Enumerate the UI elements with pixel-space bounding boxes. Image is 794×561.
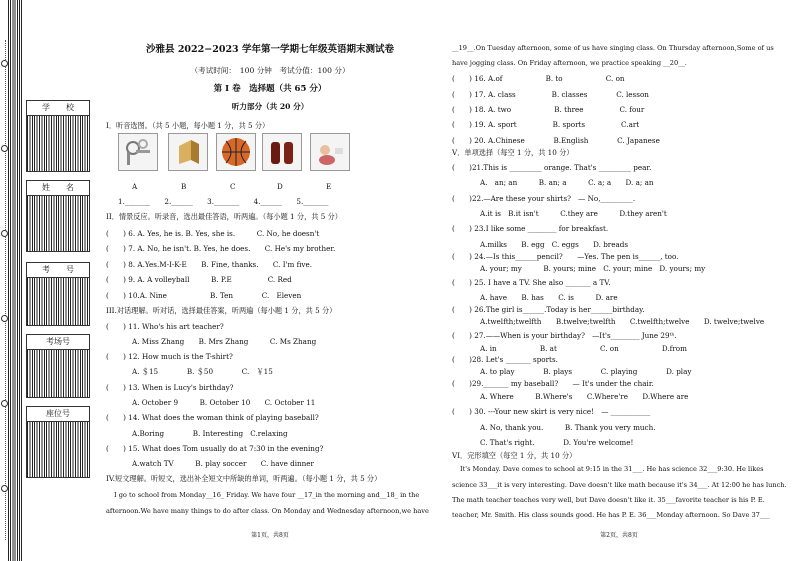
question-26-options: A.twelfth;twelfth B.twelve;twelfth C.twelfth;twelve D. twelve;twelve — [480, 317, 765, 326]
question-23: ( ) 23.I like some ________ for breakfast. — [452, 224, 609, 233]
exam-number-field[interactable] — [26, 262, 90, 326]
cloze-line-4: teacher, Mr. Smith. His class sounds good. He has P. E. 36___Monday afternoon. So Dave 37___ — [452, 511, 770, 519]
keys-picture — [118, 133, 158, 171]
question-27-options: A. in B. at C. on D.from — [480, 344, 687, 353]
question-18: ( ) 18. A. two B. three C. four — [452, 105, 645, 114]
box-picture — [168, 133, 208, 171]
pic-label-d: D — [277, 182, 283, 191]
hole-icon — [1, 145, 8, 152]
punch-holes — [1, 0, 9, 561]
question-11-options: A. Miss Zhang B. Mrs Zhang C. Ms Zhang — [132, 337, 317, 346]
passage-line-1: I go to school from Monday__16_ Friday. We have four __17_in the morning and__18_ in the — [114, 491, 420, 499]
question-29: ( )29._______ my baseball? — It's under the chair. — [452, 379, 654, 388]
section-2-heading: II．情景反应。听录音，选出最佳答语，听两遍。（每小题 1 分，共 5 分） — [106, 212, 342, 221]
part-1-heading: 第 I 卷 选择题（共 65 分） — [213, 84, 327, 94]
section-6-heading: VI．完形填空（每空 1 分，共 10 分） — [452, 451, 577, 460]
school-field[interactable] — [26, 100, 90, 172]
question-12: ( ) 12. How much is the T-shirt? — [106, 352, 233, 361]
hole-icon — [1, 60, 8, 67]
question-21: ( )21.This is _________ orange. That's _________ pear. — [452, 163, 652, 172]
exam-title: 沙雅县 2022−2023 学年第一学期七年级英语期末测试卷 — [146, 44, 394, 55]
baby-icon — [311, 134, 349, 170]
cloze-line-2: science 33___it is very interesting. Dave doesn't like math because it's 34___. At 12:00 he has lunch. — [452, 481, 787, 489]
question-6: ( ) 6. A. Yes, he is. B. Yes, she is. C. No, he doesn't — [106, 229, 320, 238]
page-1 — [104, 0, 436, 561]
room-field[interactable] — [26, 334, 90, 398]
question-7: ( ) 7. A. No, he isn't. B. Yes, he does. C. He's my brother. — [106, 244, 336, 253]
passage-line-3: __19__.On Tuesday afternoon, some of us have singing class. On Thursday afternoon,Some of us — [452, 44, 774, 52]
passage-line-2: afternoon.We have many things to do after class. On Monday and Wednesday afternoon,we have — [106, 507, 429, 515]
question-14-options: A.Boring B. Interesting C.relaxing — [132, 429, 288, 438]
question-30: ( ) 30. ---Your new skirt is very nice! — ___________ — [452, 407, 651, 416]
question-30-options-cd: C. That's right. D. You're welcome! — [480, 438, 634, 447]
question-22: ( )22.—Are these your shirts? — No,_________. — [452, 194, 636, 203]
question-10: ( ) 10.A. Nine B. Ten C. Eleven — [106, 291, 302, 300]
passage-line-4: have jogging class. On Friday afternoon, we practice speaking __20__. — [452, 59, 687, 67]
page-2-footer: 第2页，共8页 — [600, 532, 638, 539]
question-25-options: A. have B. has C. is D. are — [480, 293, 618, 302]
question-20: ( ) 20. A.Chinese B.English C. Japanese — [452, 136, 660, 145]
page-1-footer: 第1页，共8页 — [251, 532, 289, 539]
shoes-picture — [262, 133, 302, 171]
page-2 — [452, 0, 786, 561]
hole-icon — [1, 230, 8, 237]
section-5-heading: V．单项选择（每空 1 分，共 10 分） — [452, 148, 574, 157]
pic-label-e: E — [326, 182, 332, 191]
seat-label: 座位号 — [27, 407, 89, 422]
exam-info: （考试时间： 100 分钟 考试分值：100 分） — [190, 66, 350, 75]
question-29-options: A. Where B.Where's C.Where're D.Where are — [480, 392, 689, 401]
exam-number-label: 考 号 — [27, 263, 89, 278]
shoes-icon — [263, 134, 301, 170]
question-19: ( ) 19. A. sport B. sports C.art — [452, 120, 640, 129]
baby-picture — [310, 133, 350, 171]
question-12-options: A. ＄15 B. ＄50 C. ￥15 — [132, 367, 273, 376]
listening-heading: 听力部分（共 20 分） — [231, 102, 309, 111]
cloze-line-3: The math teacher teaches very well, but Dave doesn't like it. 35___favorite teacher is his P. E. — [452, 496, 765, 504]
question-13: ( ) 13. When is Lucy's birthday? — [106, 383, 234, 392]
question-14: ( ) 14. What does the woman think of playing baseball? — [106, 413, 319, 422]
keys-icon — [119, 134, 157, 170]
pic-label-a: A — [132, 182, 138, 191]
basketball-picture — [216, 133, 256, 171]
question-23-options: A.milks B. egg C. eggs D. breads — [480, 240, 629, 249]
section-4-heading: IV.短文理解。听短文，选出补全短文中所缺的单词，听两遍。（每小题 1 分，共 5 分） — [106, 474, 382, 483]
basketball-icon — [217, 134, 255, 170]
answer-blanks: 1._______ 2.______ 3._______ 4.______ 5._______ — [118, 197, 329, 206]
question-24: ( ) 24.—Is this______pencil? —Yes. The pen is______, too. — [452, 252, 679, 261]
question-15: ( ) 15. What does Tom usually do at 7:30 in the evening? — [106, 444, 324, 453]
question-30-options-ab: A. No, thank you. B. Thank you very much. — [480, 423, 656, 432]
question-16: ( ) 16. A.of B. to C. on — [452, 74, 625, 83]
question-24-options: A. your; my B. yours; mine C. your; mine D. yours; my — [480, 264, 706, 273]
cloze-line-1: It's Monday. Dave comes to school at 9:15 in the 31___. He has science 32___9:30. He likes — [460, 465, 764, 473]
question-22-options: A.it is B.it isn't C.they are D.they aren't — [480, 209, 667, 218]
question-28-options: A. to play B. plays C. playing D. play — [480, 367, 692, 376]
section-3-heading: III.对话理解。听对话，选择最佳答案，听两遍（每小题 1 分，共 5 分） — [106, 306, 337, 315]
section-1-heading: I．听音选图。（共 5 小题，每小题 1 分，共 5 分） — [106, 121, 270, 130]
name-label: 姓 名 — [27, 181, 89, 196]
school-label: 学 校 — [27, 101, 89, 116]
question-26: ( ) 26.The girl is______.Today is her______birthday. — [452, 305, 645, 314]
question-9: ( ) 9. A. A volleyball B. P.E C. Red — [106, 275, 292, 284]
seat-field[interactable] — [26, 406, 90, 478]
question-8: ( ) 8. A.Yes.M-I-K-E B. Fine, thanks. C. I'm five. — [106, 260, 313, 269]
hole-icon — [1, 400, 8, 407]
question-25: ( ) 25. I have a TV. She also _______ a TV. — [452, 278, 611, 287]
hole-icon — [1, 485, 8, 492]
pic-label-b: B — [181, 182, 187, 191]
room-label: 考场号 — [27, 335, 89, 350]
name-field[interactable] — [26, 180, 90, 252]
question-21-options: A. an; an B. an; a C. a; a D. a; an — [480, 178, 654, 187]
question-28: ( )28. Let's _______ sports. — [452, 355, 558, 364]
question-27: ( ) 27.——When is your birthday? —It's________ June 29ᵗʰ. — [452, 331, 677, 340]
box-icon — [169, 134, 207, 170]
question-13-options: A. October 9 B. October 10 C. October 11 — [132, 398, 316, 407]
question-15-options: A.watch TV B. play soccer C. have dinner — [132, 459, 314, 468]
binding-strip — [0, 0, 98, 561]
question-11: ( ) 11. Who's his art teacher? — [106, 322, 224, 331]
stripe-pattern — [8, 0, 22, 561]
pic-label-c: C — [230, 182, 236, 191]
question-17: ( ) 17. A. class B. classes C. lesson — [452, 90, 649, 99]
hole-icon — [1, 315, 8, 322]
